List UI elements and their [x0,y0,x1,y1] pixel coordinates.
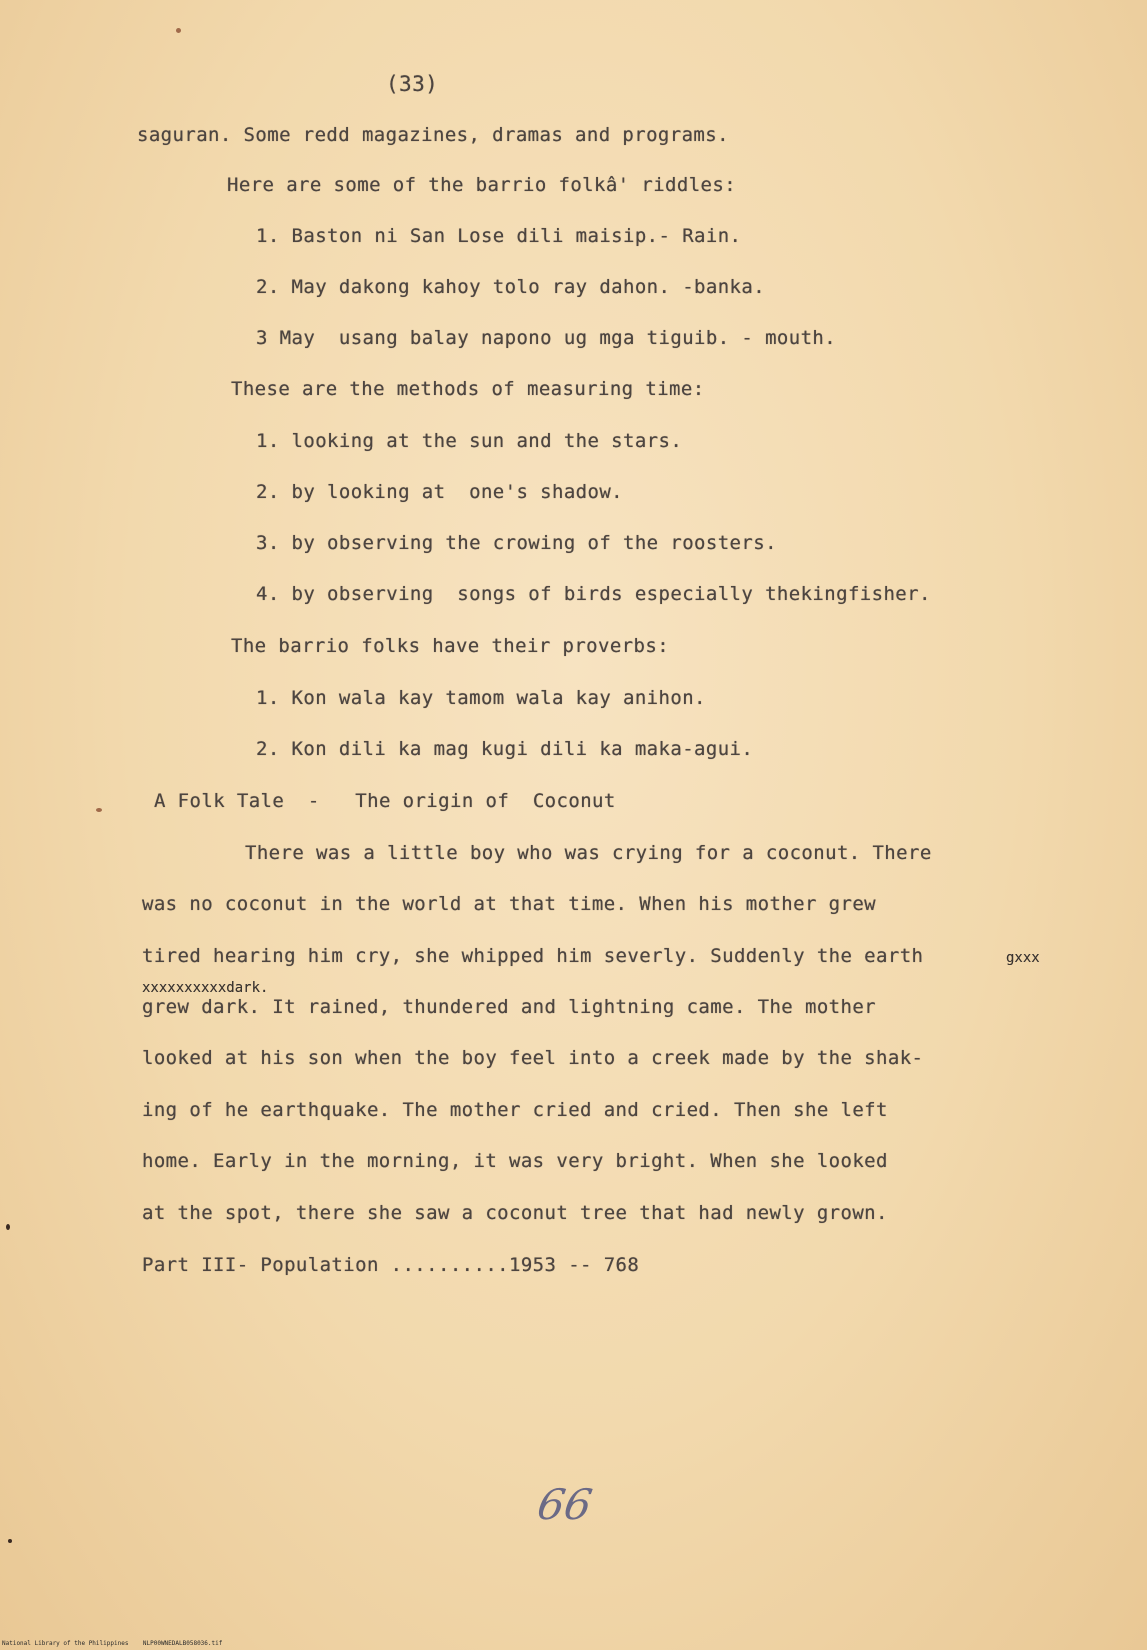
method-item: 1. looking at the sun and the stars. [256,430,683,452]
paper-speck [6,1224,10,1230]
paragraph-line: grew dark. It rained, thundered and lightning came. The mother [142,996,877,1018]
riddle-item: 3 May usang balay napono ug mga tiguib. - mouth. [256,327,837,349]
page-number: (33) [386,72,439,96]
paragraph-line: at the spot, there she saw a coconut tree that had newly grown. [142,1202,888,1224]
riddle-item: 1. Baston ni San Lose dili maisip.- Rain. [256,225,742,247]
paper-speck [96,808,102,812]
text-line: The barrio folks have their proverbs: [231,635,670,657]
method-item: 4. by observing songs of birds especially thekingfisher. [256,583,931,605]
proverb-item: 1. Kon wala kay tamom wala kay anihon. [256,687,706,709]
paragraph-line: tired hearing him cry, she whipped him severly. Suddenly the earth [142,945,924,967]
paragraph-line: ing of he earthquake. The mother cried and cried. Then she left [142,1099,888,1121]
riddle-item: 2. May dakong kahoy tolo ray dahon. -banka. [256,276,766,298]
handwritten-page-number: 66 [533,1480,596,1529]
paragraph-line: There was a little boy who was crying for a coconut. There [245,842,932,864]
paragraph-line: home. Early in the morning, it was very bright. When she looked [142,1150,888,1172]
method-item: 3. by observing the crowing of the roosters. [256,532,777,554]
struck-text: gxxx [1006,950,1040,966]
method-item: 2. by looking at one's shadow. [256,481,624,503]
paper-speck [176,28,181,33]
text-line: saguran. Some redd magazines, dramas and programs. [137,124,729,146]
paper-speck [8,1539,12,1543]
section-heading: A Folk Tale - The origin of Coconut [154,790,616,812]
text-line: These are the methods of measuring time: [231,378,705,400]
proverb-item: 2. Kon dili ka mag kugi dili ka maka-agui. [256,738,754,760]
scan-footer: National Library of the Philippines NLP00WNEDALB058036.tif [2,1640,223,1647]
text-line: Here are some of the barrio folkâ' riddles: [227,174,737,196]
struck-text: xxxxxxxxxxdark. [142,980,269,996]
population-line: Part III- Population ..........1953 -- 768 [142,1254,640,1276]
paragraph-line: looked at his son when the boy feel into a creek made by the shak- [142,1047,924,1069]
paragraph-line: was no coconut in the world at that time. When his mother grew [142,893,877,915]
